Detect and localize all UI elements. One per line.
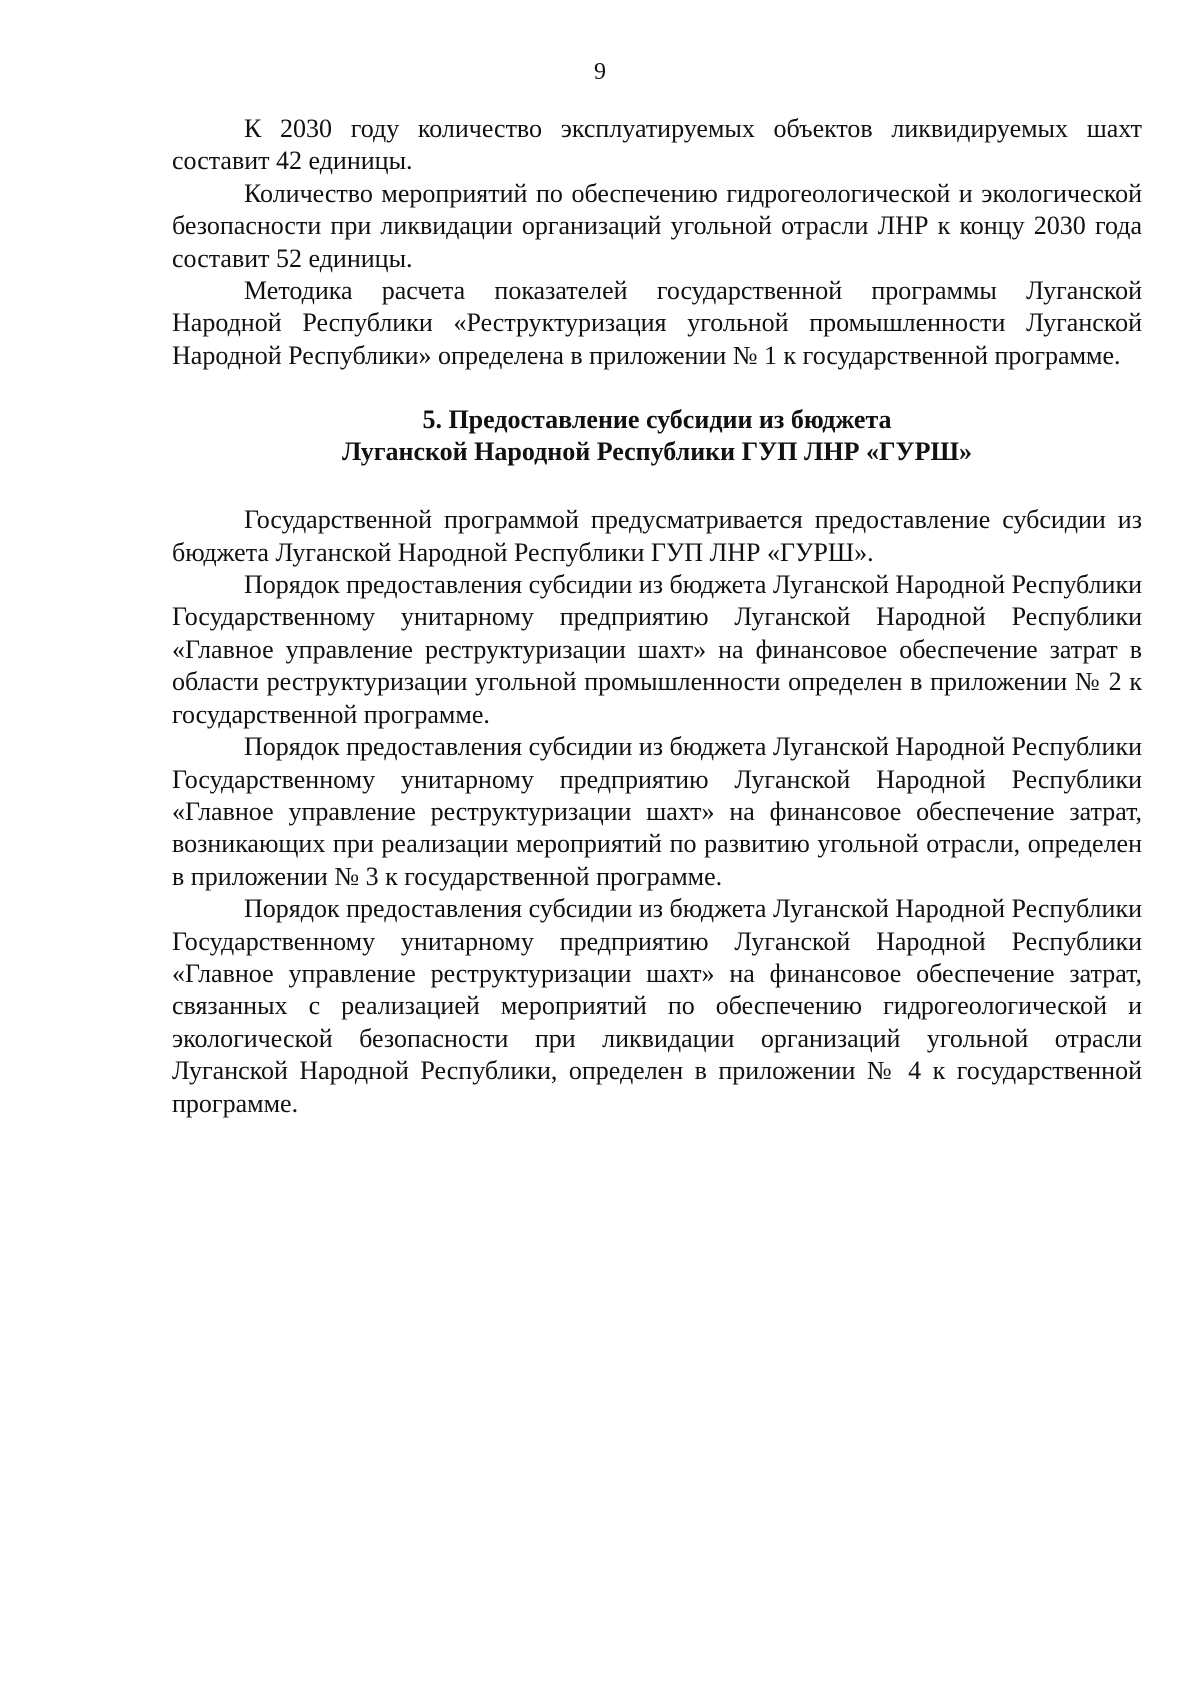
page-number: 9	[594, 59, 606, 85]
section-heading	[172, 404, 1142, 468]
paragraph: К 2030 году количество эксплуатируемых объектов ликвидируемых шахт составит 42 единицы.	[172, 114, 1142, 176]
paragraph: Порядок предоставления субсидии из бюджета Луганской Народной Республики Государственному унитарному предприятию Луганской Народной Республики «Главное управление реструктуризации шахт» на финансовое обеспечение затрат, возникающих при реализации мероприятий по развитию угольной отрасли, определен в приложении № 3 к государственной программе.	[172, 732, 1142, 891]
paragraph: Методика расчета показателей государственной программы Луганской Народной Республики «Реструктуризация угольной промышленности Луганской Народной Республики» определена в приложении № 1 к государственной программе.	[172, 276, 1142, 370]
section-title-line-2: Луганской Народной Республики ГУП ЛНР «ГУРШ»	[341, 437, 973, 467]
paragraph: Количество мероприятий по обеспечению гидрогеологической и экологической безопасности при ликвидации организаций угольной отрасли ЛНР к концу 2030 года составит 52 единицы.	[172, 178, 1142, 273]
document-body	[172, 113, 1142, 1120]
section-title-line-1: 5. Предоставление субсидии из бюджета	[422, 405, 892, 435]
paragraph: Порядок предоставления субсидии из бюджета Луганской Народной Республики Государственному унитарному предприятию Луганской Народной Республики «Главное управление реструктуризации шахт» на финансовое обеспечение затрат в области реструктуризации угольной промышленности определен в приложении № 2 к государственной программе.	[172, 570, 1142, 729]
paragraph: Порядок предоставления субсидии из бюджета Луганской Народной Республики Государственному унитарному предприятию Луганской Народной Республики «Главное управление реструктуризации шахт» на финансовое обеспечение затрат, связанных с реализацией мероприятий по обеспечению гидрогеологической и экологической безопасности при ликвидации организаций угольной отрасли Луганской Народной Республики, определен в приложении № 4 к государственной программе.	[172, 894, 1142, 1118]
paragraph: Государственной программой предусматривается предоставление субсидии из бюджета Луганской Народной Республики ГУП ЛНР «ГУРШ».	[172, 505, 1142, 567]
